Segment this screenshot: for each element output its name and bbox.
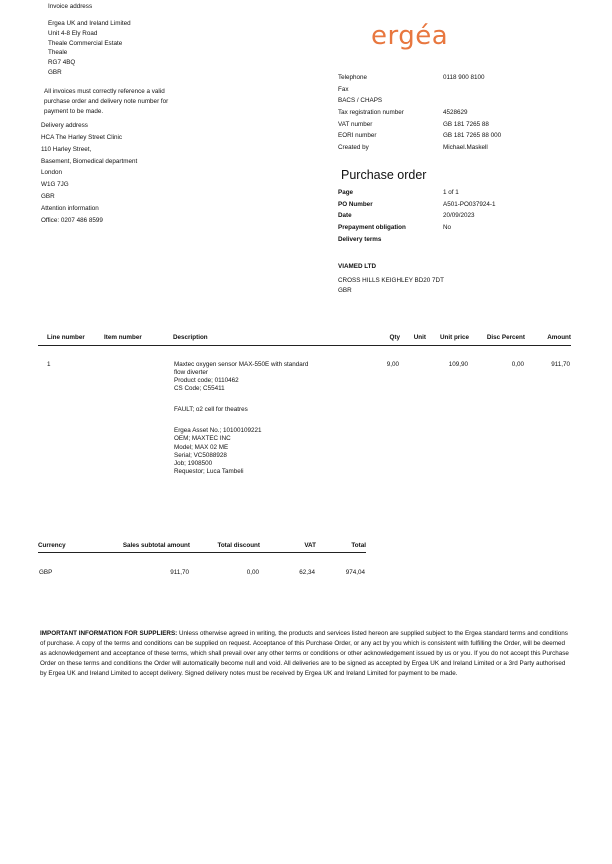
cell-line-number: 1 <box>47 360 51 368</box>
company-info-row <box>338 132 578 144</box>
po-info-value: 20/09/2023 <box>443 212 475 220</box>
col-header: Unit price <box>426 334 469 345</box>
po-info-label: Page <box>338 189 354 196</box>
info-value: 0118 900 8100 <box>443 74 485 81</box>
invoice-notice <box>44 88 168 116</box>
ergea-logo: ergéa <box>371 21 449 51</box>
invoice-address-line: RG7 4BQ <box>48 59 76 67</box>
delivery-address-line: Attention information <box>41 205 99 213</box>
description-line: Serial; VC5088928 <box>174 451 227 459</box>
table-row <box>38 345 571 477</box>
description-line: Requestor; Luca Tambeli <box>174 467 244 475</box>
totals-discount: 0,00 <box>246 568 259 576</box>
col-header: Disc Percent <box>469 334 525 345</box>
po-info-label: PO Number <box>338 200 373 208</box>
company-info-row <box>338 121 578 133</box>
description-line <box>174 393 371 406</box>
info-label: VAT number <box>338 120 373 128</box>
description-line: Product code; 0110462 <box>174 377 239 385</box>
info-label: Fax <box>338 85 349 93</box>
invoice-address-line: Ergea UK and Ireland Limited <box>48 19 131 27</box>
invoice-address-line: Unit 4-8 Ely Road <box>48 29 98 37</box>
info-label: Created by <box>338 144 369 152</box>
col-header: Item number <box>104 334 173 345</box>
info-value: Michael.Maskell <box>443 144 488 152</box>
invoice-notice-line: purchase order and delivery note number for <box>44 97 169 105</box>
cell-unit <box>400 345 426 477</box>
supplier-terms-text: Unless otherwise agreed in writing, the products and services listed hereon are supplied subject to the Ergea standard terms and conditions of purchase. A copy of the terms and conditions can be supplied on request. Acceptance of this Purchase Order, or any act by you which is consistent with fulfilling the Order, will be deemed as acknowledgement and acceptance of these terms, which shall prevail over any other terms or conditions or other acknowledgement issued by us or you. If you do not accept this Purchase Order on these terms and conditions the Order will automatically become null and void. All deliveries are to be signed as accepted by Ergea UK and Ireland Limited or a 3rd Party authorised by Ergea UK and Ireland Limited to accept delivery. Signed delivery notes must be received by Ergea UK and Ireland Limited for payment to be made. <box>40 630 569 678</box>
po-info-value: No <box>443 224 452 232</box>
totals-header: Total <box>316 542 366 552</box>
delivery-address-block <box>41 122 137 225</box>
totals-currency: GBP <box>39 568 53 576</box>
delivery-address-line: London <box>41 169 63 177</box>
po-info-row <box>338 189 578 201</box>
invoice-address-line: GBR <box>48 69 62 77</box>
company-info-row <box>338 97 578 109</box>
totals-header: VAT <box>260 542 316 552</box>
company-info <box>338 74 578 156</box>
invoice-address-line: Theale Commercial Estate <box>48 39 123 47</box>
description-line: CS Code; C55411 <box>174 385 225 393</box>
po-info <box>338 189 578 247</box>
invoice-address-line: Theale <box>48 49 68 57</box>
totals-header: Sales subtotal amount <box>94 542 190 552</box>
col-header: Unit <box>400 334 426 345</box>
info-value: 4528629 <box>443 109 468 117</box>
totals-total: 974,04 <box>345 568 365 576</box>
delivery-address-line: Basement, Biomedical department <box>41 157 138 165</box>
info-label: Telephone <box>338 74 368 81</box>
col-header: Line number <box>38 334 104 345</box>
cell-disc-percent: 0,00 <box>511 360 524 368</box>
items-table <box>38 334 571 477</box>
po-info-label: Prepayment obligation <box>338 224 406 232</box>
invoice-notice-line: All invoices must correctly reference a valid <box>44 88 165 95</box>
invoice-address-block <box>48 3 131 77</box>
description-line: Model; MAX 02 ME <box>174 443 229 451</box>
totals-table <box>38 542 366 578</box>
delivery-address-line: 110 Harley Street, <box>41 145 92 153</box>
po-info-label: Date <box>338 212 352 220</box>
vendor-address: CROSS HILLS KEIGHLEY BD20 7DT <box>338 276 444 284</box>
company-info-row <box>338 74 578 86</box>
info-value: GB 181 7265 88 <box>443 120 489 128</box>
totals-header: Total discount <box>190 542 260 552</box>
po-info-value: A501-PO037924-1 <box>443 200 496 208</box>
supplier-terms-notice <box>40 629 572 679</box>
cell-amount: 911,70 <box>551 360 570 368</box>
totals-header: Currency <box>38 542 94 552</box>
delivery-address-line: W1G 7JG <box>41 181 69 189</box>
description-line: FAULT; o2 cell for theatres <box>174 406 248 414</box>
cell-description <box>173 345 372 477</box>
info-label: EORI number <box>338 132 377 140</box>
po-info-row <box>338 212 578 224</box>
description-line: Ergea Asset No.; 10100109221 <box>174 427 262 435</box>
document-title: Purchase order <box>341 168 427 182</box>
company-info-row <box>338 86 578 98</box>
description-line: OEM; MAXTEC INC <box>174 435 231 443</box>
col-header: Qty <box>372 334 400 345</box>
info-label: BACS / CHAPS <box>338 97 383 105</box>
po-info-row <box>338 201 578 213</box>
col-header: Amount <box>525 334 571 345</box>
invoice-address-heading: Invoice address <box>48 3 93 10</box>
cell-qty: 9,00 <box>386 360 399 368</box>
totals-vat: 62,34 <box>299 568 315 576</box>
info-value: GB 181 7265 88 000 <box>443 132 502 140</box>
vendor-name: VIAMED LTD <box>338 263 377 270</box>
company-info-row <box>338 144 578 156</box>
delivery-address-line: HCA The Harley Street Clinic <box>41 133 123 141</box>
po-info-label: Delivery terms <box>338 235 382 243</box>
po-info-value: 1 of 1 <box>443 189 459 196</box>
delivery-address-line: GBR <box>41 193 55 201</box>
cell-unit-price: 109,90 <box>448 360 468 368</box>
col-header: Description <box>173 334 372 345</box>
cell-item-number <box>104 345 173 477</box>
po-info-row <box>338 224 578 236</box>
info-label: Tax registration number <box>338 109 404 117</box>
description-line <box>174 414 371 427</box>
invoice-notice-line: payment to be made. <box>44 107 104 115</box>
company-info-row <box>338 109 578 121</box>
totals-header-row <box>38 542 366 552</box>
items-header-row <box>38 334 571 345</box>
po-info-row <box>338 236 578 248</box>
description-line: Job; 1908500 <box>174 459 213 467</box>
vendor-block <box>338 263 444 295</box>
supplier-terms-label: IMPORTANT INFORMATION FOR SUPPLIERS: <box>40 630 178 637</box>
delivery-address-heading: Delivery address <box>41 122 88 129</box>
description-line: Maxtec oxygen sensor MAX-550E with standard <box>174 360 309 368</box>
description-line: flow diverter <box>174 368 208 376</box>
totals-row <box>38 552 366 577</box>
delivery-address-line: Office: 0207 486 8599 <box>41 216 103 224</box>
totals-subtotal: 911,70 <box>170 568 189 576</box>
vendor-country: GBR <box>338 286 352 294</box>
